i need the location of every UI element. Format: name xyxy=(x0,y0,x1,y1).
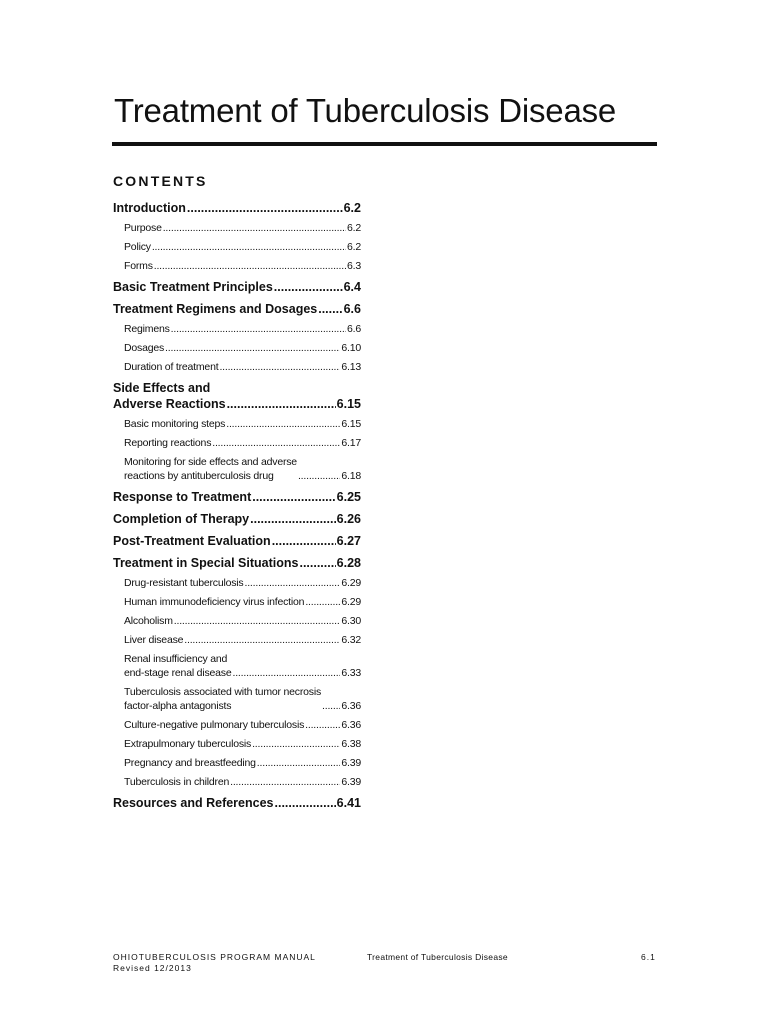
toc-dot-leader xyxy=(252,489,335,505)
toc-dot-leader xyxy=(272,533,336,549)
toc-dot-leader xyxy=(244,576,340,590)
toc-entry-title: Introduction xyxy=(113,201,186,215)
footer-revised-date: Revised 12/2013 xyxy=(113,963,192,973)
toc-subsection-entry xyxy=(113,614,361,628)
toc-subsection-entry xyxy=(113,259,361,273)
toc-entry-title: Treatment Regimens and Dosages xyxy=(113,302,318,316)
toc-entry-title: Forms xyxy=(124,260,153,272)
toc-subsection-entry xyxy=(113,455,361,483)
toc-entry-title: Side Effects and Adverse Reactions xyxy=(113,381,226,411)
toc-page-number: 6.33 xyxy=(341,667,361,679)
toc-subsection-entry xyxy=(113,341,361,355)
title-rule xyxy=(112,142,657,146)
toc-dot-leader xyxy=(299,555,335,571)
toc-dot-leader xyxy=(174,614,341,628)
contents-heading: CONTENTS xyxy=(113,173,208,189)
toc-dot-leader xyxy=(184,633,340,647)
toc-page-number: 6.3 xyxy=(347,260,361,272)
toc-entry-title: Basic Treatment Principles xyxy=(113,280,273,294)
toc-page-number: 6.15 xyxy=(336,397,361,411)
footer-section-title: Treatment of Tuberculosis Disease xyxy=(367,952,508,962)
toc-section-entry xyxy=(113,301,361,317)
toc-dot-leader xyxy=(275,795,336,811)
toc-entry-title: Drug-resistant tuberculosis xyxy=(124,577,244,589)
toc-entry-title: Dosages xyxy=(124,342,165,354)
toc-subsection-entry xyxy=(113,322,361,336)
toc-section-entry xyxy=(113,533,361,549)
toc-subsection-entry xyxy=(113,576,361,590)
toc-section-entry xyxy=(113,555,361,571)
toc-dot-leader xyxy=(322,699,340,713)
toc-dot-leader xyxy=(226,417,340,431)
toc-section-entry xyxy=(113,200,361,216)
toc-dot-leader xyxy=(274,279,343,295)
toc-subsection-entry xyxy=(113,595,361,609)
toc-page-number: 6.32 xyxy=(341,634,361,646)
toc-entry-title: Regimens xyxy=(124,323,170,335)
toc-entry-title: Reporting reactions xyxy=(124,437,212,449)
toc-page-number: 6.41 xyxy=(336,796,361,810)
toc-dot-leader xyxy=(212,436,340,450)
toc-page-number: 6.6 xyxy=(343,302,361,316)
toc-page-number: 6.36 xyxy=(341,700,361,712)
toc-entry-title: Tuberculosis in children xyxy=(124,776,230,788)
toc-page-number: 6.2 xyxy=(343,201,361,215)
toc-dot-leader xyxy=(257,756,341,770)
toc-dot-leader xyxy=(165,341,340,355)
toc-section-entry xyxy=(113,489,361,505)
toc-entry-title: Post-Treatment Evaluation xyxy=(113,534,271,548)
toc-page-number: 6.29 xyxy=(341,577,361,589)
toc-entry-title: Treatment in Special Situations xyxy=(113,556,299,570)
toc-dot-leader xyxy=(318,301,342,317)
toc-page-number: 6.28 xyxy=(336,556,361,570)
toc-subsection-entry xyxy=(113,633,361,647)
toc-dot-leader xyxy=(154,259,346,273)
toc-page-number: 6.26 xyxy=(336,512,361,526)
toc-subsection-entry xyxy=(113,718,361,732)
toc-page-number: 6.6 xyxy=(347,323,361,335)
toc-section-entry xyxy=(113,795,361,811)
toc-dot-leader xyxy=(219,360,340,374)
toc-page-number: 6.17 xyxy=(341,437,361,449)
toc-page-number: 6.38 xyxy=(341,738,361,750)
toc-dot-leader xyxy=(305,595,340,609)
toc-page-number: 6.18 xyxy=(341,470,361,482)
toc-page-number: 6.36 xyxy=(341,719,361,731)
toc-entry-title: Renal insufficiency and end-stage renal disease xyxy=(124,653,232,679)
toc-dot-leader xyxy=(171,322,346,336)
toc-page-number: 6.30 xyxy=(341,615,361,627)
footer-page-number: 6.1 xyxy=(641,952,656,962)
toc-subsection-entry xyxy=(113,240,361,254)
toc-dot-leader xyxy=(305,718,340,732)
toc-entry-title: Extrapulmonary tuberculosis xyxy=(124,738,252,750)
toc-subsection-entry xyxy=(113,417,361,431)
toc-page-number: 6.15 xyxy=(341,418,361,430)
toc-subsection-entry xyxy=(113,221,361,235)
toc-subsection-entry xyxy=(113,756,361,770)
toc-subsection-entry xyxy=(113,652,361,680)
page-title: Treatment of Tuberculosis Disease xyxy=(114,92,617,129)
toc-dot-leader xyxy=(298,469,340,483)
toc-page-number: 6.25 xyxy=(336,490,361,504)
toc-entry-title: Liver disease xyxy=(124,634,184,646)
toc-entry-title: Monitoring for side effects and adverse reactions by antituberculosis drug xyxy=(124,456,297,482)
toc-section-entry xyxy=(113,279,361,295)
toc-dot-leader xyxy=(232,666,340,680)
toc-page-number: 6.13 xyxy=(341,361,361,373)
toc-page-number: 6.4 xyxy=(343,280,361,294)
toc-dot-leader xyxy=(250,511,336,527)
footer-left xyxy=(113,952,316,974)
toc-dot-leader xyxy=(163,221,346,235)
toc-entry-title: Policy xyxy=(124,241,151,253)
toc-entry-title: Duration of treatment xyxy=(124,361,219,373)
toc-subsection-entry xyxy=(113,775,361,789)
toc-page-number: 6.2 xyxy=(347,222,361,234)
toc-entry-title: Culture-negative pulmonary tuberculosis xyxy=(124,719,305,731)
toc-page-number: 6.29 xyxy=(341,596,361,608)
toc-entry-title: Resources and References xyxy=(113,796,274,810)
toc-entry-title: Human immunodeficiency virus infection xyxy=(124,596,305,608)
toc-page-number: 6.10 xyxy=(341,342,361,354)
toc-entry-title: Purpose xyxy=(124,222,162,234)
toc-section-entry xyxy=(113,511,361,527)
toc-page-number: 6.27 xyxy=(336,534,361,548)
footer-manual-name: OHIOTUBERCULOSIS PROGRAM MANUAL xyxy=(113,952,316,962)
toc-page-number: 6.39 xyxy=(341,776,361,788)
toc-entry-title: Response to Treatment xyxy=(113,490,252,504)
toc-dot-leader xyxy=(187,200,343,216)
toc-page-number: 6.2 xyxy=(347,241,361,253)
toc-entry-title: Pregnancy and breastfeeding xyxy=(124,757,256,769)
toc-entry-title: Tuberculosis associated with tumor necrosis factor-alpha antagonists xyxy=(124,686,322,712)
toc-subsection-entry xyxy=(113,436,361,450)
toc-subsection-entry xyxy=(113,737,361,751)
table-of-contents xyxy=(113,200,361,811)
toc-entry-title: Basic monitoring steps xyxy=(124,418,226,430)
toc-page-number: 6.39 xyxy=(341,757,361,769)
toc-subsection-entry xyxy=(113,360,361,374)
toc-subsection-entry xyxy=(113,685,361,713)
toc-section-entry xyxy=(113,380,361,412)
toc-entry-title: Completion of Therapy xyxy=(113,512,250,526)
toc-entry-title: Alcoholism xyxy=(124,615,173,627)
toc-dot-leader xyxy=(252,737,340,751)
toc-dot-leader xyxy=(227,396,336,412)
toc-dot-leader xyxy=(230,775,340,789)
toc-dot-leader xyxy=(152,240,346,254)
